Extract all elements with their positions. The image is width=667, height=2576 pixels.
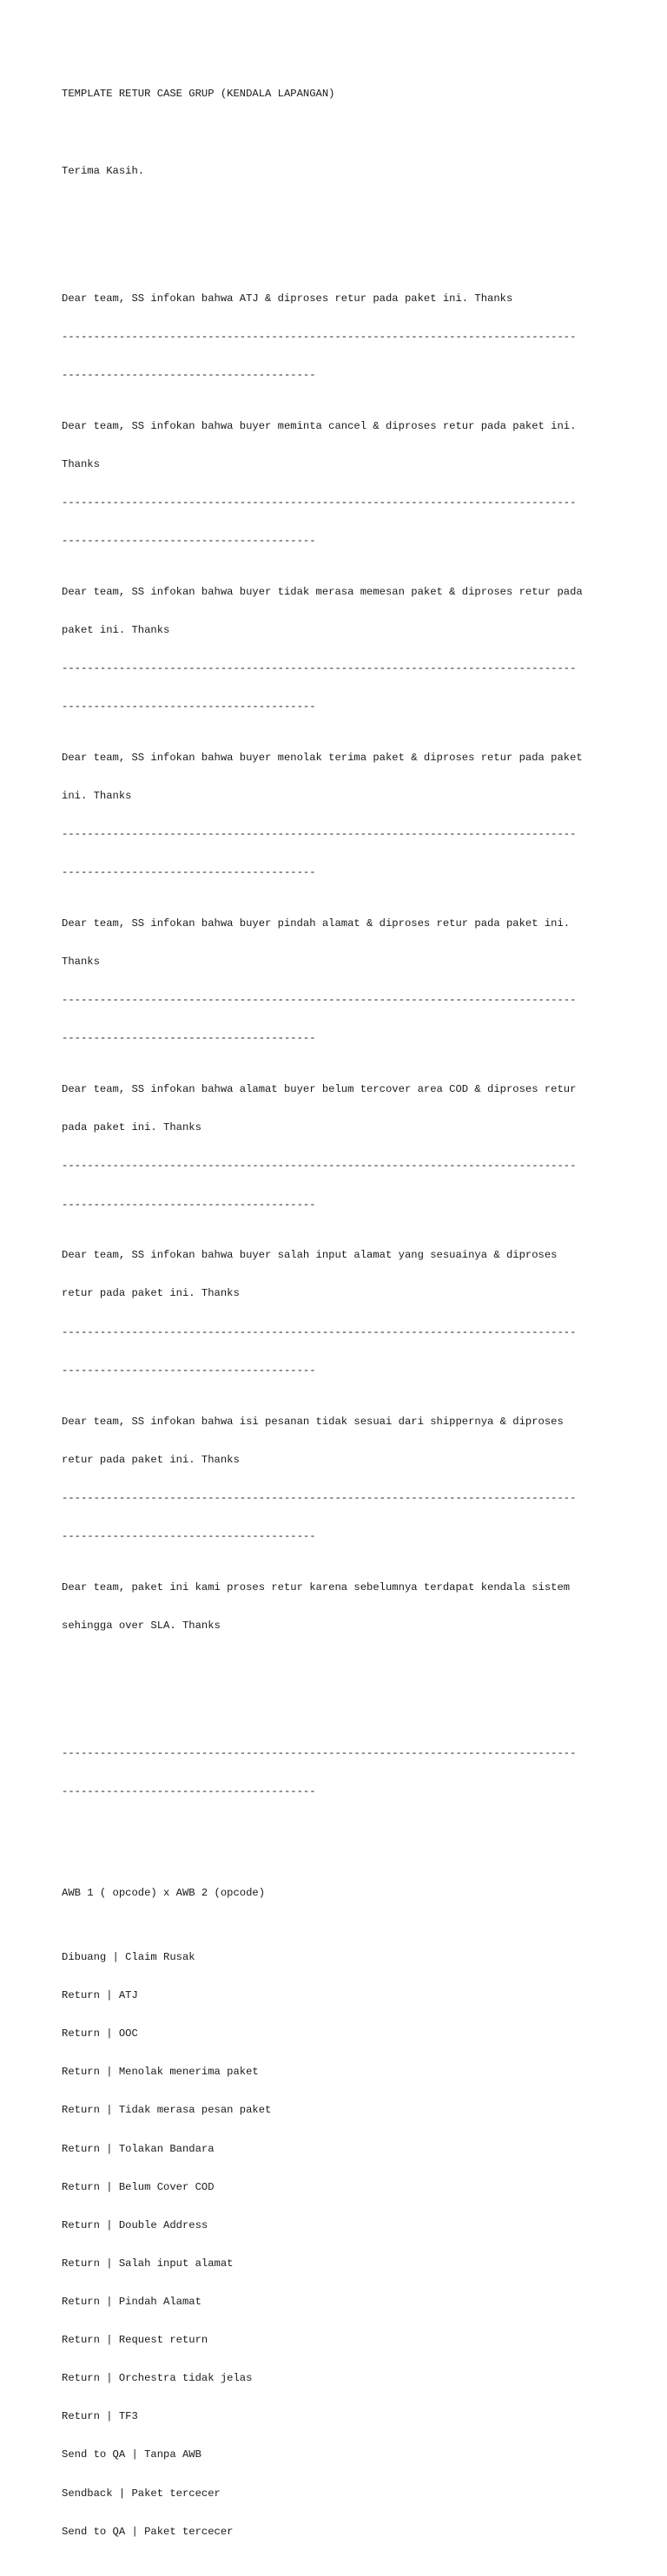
- opcode-header: AWB 1 ( opcode) x AWB 2 (opcode): [62, 1887, 266, 1900]
- separator: ----------------------------------------: [62, 534, 316, 547]
- thanks-line: Terima Kasih.: [62, 164, 145, 177]
- list-item: Return | Menolak menerima paket: [62, 2066, 259, 2079]
- separator: ---------------------------------------------------------------------------------: [62, 994, 577, 1007]
- list-item: Send to QA | Paket tercecer: [62, 2525, 234, 2538]
- template-text: Thanks: [62, 956, 100, 969]
- separator: ---------------------------------------------------------------------------------: [62, 1746, 577, 1759]
- separator: ----------------------------------------: [62, 1364, 316, 1377]
- template-text: ini. Thanks: [62, 790, 132, 803]
- template-text: retur pada paket ini. Thanks: [62, 1287, 240, 1300]
- separator: ----------------------------------------: [62, 1529, 316, 1542]
- list-item: Return | Tidak merasa pesan paket: [62, 2104, 272, 2117]
- template-text: pada paket ini. Thanks: [62, 1121, 201, 1134]
- template-text: Dear team, SS infokan bahwa buyer pindah alamat & diproses retur pada paket ini.: [62, 917, 571, 930]
- list-item: Return | Tolakan Bandara: [62, 2142, 215, 2155]
- separator: ---------------------------------------------------------------------------------: [62, 1160, 577, 1173]
- list-item: Dibuang | Claim Rusak: [62, 1951, 195, 1963]
- list-item: Return | Salah input alamat: [62, 2257, 234, 2270]
- list-item: Return | Belum Cover COD: [62, 2180, 215, 2193]
- blank-line: [62, 203, 617, 216]
- separator: ---------------------------------------------------------------------------------: [62, 662, 577, 675]
- separator: ---------------------------------------------------------------------------------: [62, 496, 577, 509]
- list-item: Return | TF3: [62, 2410, 138, 2423]
- list-item: Return | Double Address: [62, 2218, 208, 2231]
- separator: ----------------------------------------: [62, 1784, 316, 1797]
- template-text: Dear team, SS infokan bahwa buyer salah input alamat yang sesuainya & diproses: [62, 1249, 558, 1262]
- list-item: Return | Orchestra tidak jelas: [62, 2372, 253, 2385]
- template-text: Dear team, SS infokan bahwa isi pesanan tidak sesuai dari shippernya & diproses: [62, 1415, 564, 1428]
- list-item: Return | OOC: [62, 2027, 138, 2040]
- separator: ----------------------------------------: [62, 700, 316, 713]
- separator: ----------------------------------------: [62, 866, 316, 879]
- template-text: Thanks: [62, 457, 100, 470]
- separator: ----------------------------------------: [62, 368, 316, 381]
- separator: ----------------------------------------: [62, 1198, 316, 1211]
- blank-gap: [62, 1824, 617, 1849]
- template-text: Dear team, SS infokan bahwa buyer meminta cancel & diproses retur pada paket ini.: [62, 419, 577, 432]
- template-text: Dear team, SS infokan bahwa buyer tidak merasa memesan paket & diproses retur pada: [62, 585, 583, 598]
- opcode-list: [62, 1926, 617, 2564]
- template-text: Dear team, SS infokan bahwa alamat buyer belum tercover area COD & diproses retur: [62, 1083, 577, 1096]
- separator: ---------------------------------------------------------------------------------: [62, 1491, 577, 1504]
- template-text: Dear team, paket ini kami proses retur karena sebelumnya terdapat kendala sistem: [62, 1580, 571, 1594]
- template-text: Dear team, SS infokan bahwa buyer menolak terima paket & diproses retur pada paket: [62, 751, 583, 764]
- list-item: Return | Request return: [62, 2334, 208, 2347]
- templates-list: [62, 254, 617, 1658]
- list-item: Send to QA | Tanpa AWB: [62, 2448, 201, 2461]
- list-item: Sendback | Paket tercecer: [62, 2487, 221, 2500]
- separator: ---------------------------------------------------------------------------------: [62, 1325, 577, 1338]
- separator: ---------------------------------------------------------------------------------: [62, 330, 577, 343]
- template-text: paket ini. Thanks: [62, 623, 170, 636]
- template-text: retur pada paket ini. Thanks: [62, 1453, 240, 1466]
- blank-gap: [62, 1696, 617, 1721]
- separator: ---------------------------------------------------------------------------------: [62, 828, 577, 841]
- document-title: TEMPLATE RETUR CASE GRUP (KENDALA LAPANGAN): [62, 88, 335, 101]
- list-item: Return | ATJ: [62, 1989, 138, 2002]
- separator: ----------------------------------------: [62, 1032, 316, 1045]
- document-page: [62, 62, 617, 2576]
- template-text: sehingga over SLA. Thanks: [62, 1619, 221, 1632]
- list-item: Return | Pindah Alamat: [62, 2295, 201, 2308]
- template-text: Dear team, SS infokan bahwa ATJ & diproses retur pada paket ini. Thanks: [62, 292, 513, 305]
- blank-line: [62, 127, 617, 140]
